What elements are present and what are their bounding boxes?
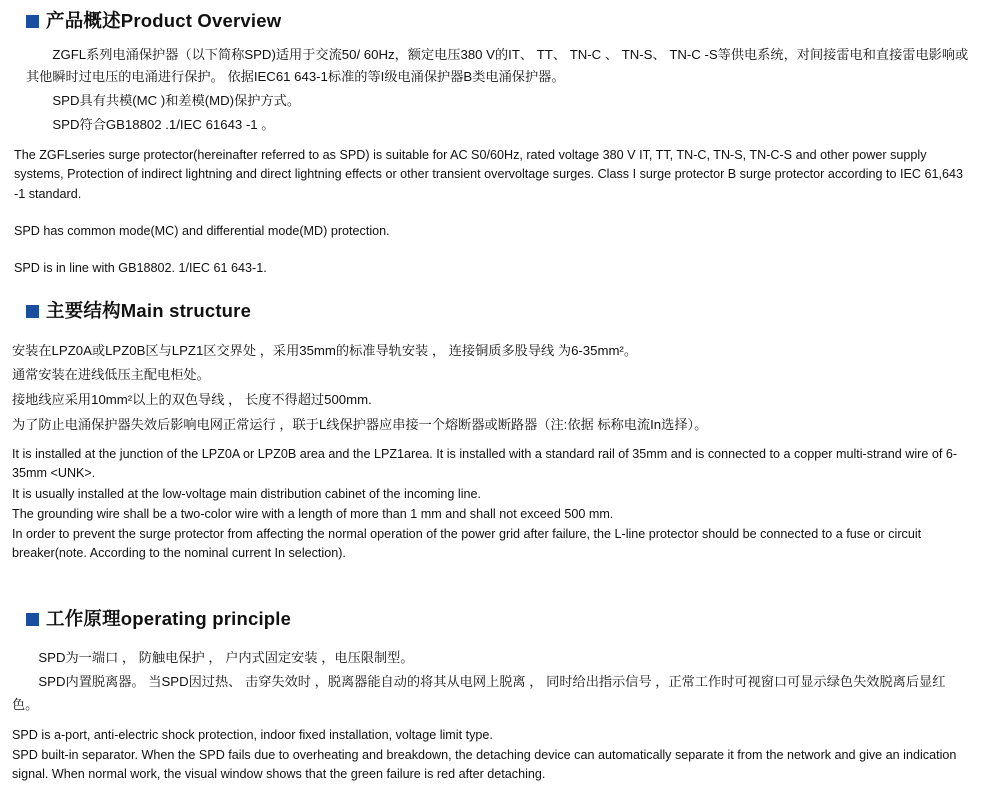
- square-marker-icon: [26, 15, 39, 28]
- square-marker-icon: [26, 305, 39, 318]
- paragraph-en: In order to prevent the surge protector from affecting the normal operation of the power grid after failure, the L-line protector should be connected to a fuse or circuit breaker(note. According to the nominal current In selection).: [12, 526, 922, 561]
- paragraph-en: SPD has common mode(MC) and differential mode(MD) protection.: [14, 223, 390, 238]
- paragraph-en: SPD built-in separator. When the SPD fails due to overheating and breakdown, the detaching device can automatically separate it from the network and give an indication signal. When normal work, the visual window shows that the green failure is red after detaching.: [12, 747, 957, 781]
- paragraph-cn: 安装在LPZ0A或LPZ0B区与LPZ1区交界处 ，采用35mm的标准导轨安装 ， 连接铜质多股导线 为6-35mm²。: [12, 342, 638, 358]
- section-operating-principle: [12, 610, 982, 784]
- paragraph-cn: SPD符合GB18802 .1/IEC 61643 -1 。: [52, 116, 275, 132]
- paragraph-en: SPD is in line with GB18802. 1/IEC 61 643-1.: [14, 260, 267, 275]
- square-marker-icon: [26, 613, 39, 626]
- section-heading-operating-principle: [26, 610, 982, 629]
- paragraph-cn: 接地线应采用10mm²以上的双色导线 ， 长度不得超过500mm.: [12, 391, 372, 407]
- paragraph-en: It is usually installed at the low-voltage main distribution cabinet of the incoming line.: [12, 486, 482, 501]
- section-product-overview: [14, 10, 976, 278]
- section-main-structure: [12, 302, 982, 563]
- paragraph-en: It is installed at the junction of the LPZ0A or LPZ0B area and the LPZ1area. It is installed with a standard rail of 35mm and is connected to a copper multi-strand wire of 6-35mm <UNK>.: [12, 447, 958, 481]
- paragraph-en: The grounding wire shall be a two-color wire with a length of more than 1 mm and shall not exceed 500 mm.: [12, 506, 614, 521]
- paragraph-cn: ZGFL系列电涌保护器（以下简称SPD)适用于交流50/ 60Hz，额定电压380 V的IT、 TT、 TN-C 、 TN-S、 TN-C -S等供电系统，对间接雷电和直接雷电影响或其他瞬时过电压的电涌进行保护。 依据IEC61 643-1标准的等I级电涌保护器B类电涌保护器。: [26, 46, 969, 85]
- paragraph-en-group: [14, 146, 972, 278]
- section-title: 主要结构Main structure: [46, 300, 252, 321]
- section-title: 工作原理operating principle: [46, 608, 292, 629]
- section-heading-product-overview: [26, 12, 976, 31]
- section-title: 产品概述Product Overview: [46, 10, 282, 31]
- paragraph-cn: SPD内置脱离器。 当SPD因过热、 击穿失效时 ，脱离器能自动的将其从电网上脱离 ， 同时给出指示信号 ，正常工作时可视窗口可显示绿色失效脱离后显红色。: [12, 674, 946, 712]
- paragraph-en: The ZGFLseries surge protector(hereinafter referred to as SPD) is suitable for AC S0/60Hz, rated voltage 380 V IT, TT, TN-C, TN-S, TN-C-S and other power supply systems, Protection of indirect lightning and direct lightning effects or other transient overvoltage surges. Class I surge protector B surge protector according to IEC 61,643 -1 standard.: [14, 148, 963, 201]
- paragraph-cn: 通常安装在进线低压主配电柜处。: [12, 367, 210, 383]
- paragraph-en: SPD is a-port, anti-electric shock protection, indoor fixed installation, voltage limit type.: [12, 727, 493, 742]
- paragraph-cn: 为了防止电涌保护器失效后影响电网正常运行 ，联于L线保护器应串接一个熔断器或断路器（注:依据 标称电流In选择）。: [12, 416, 708, 432]
- section-heading-main-structure: [26, 302, 982, 321]
- paragraph-en-group: [12, 445, 974, 563]
- paragraph-cn: SPD具有共模(MC )和差模(MD)保护方式。: [52, 92, 301, 108]
- paragraph-cn: SPD为一端口 ， 防触电保护 ， 户内式固定安装 ，电压限制型。: [38, 649, 414, 665]
- paragraph-en-group: [12, 726, 974, 784]
